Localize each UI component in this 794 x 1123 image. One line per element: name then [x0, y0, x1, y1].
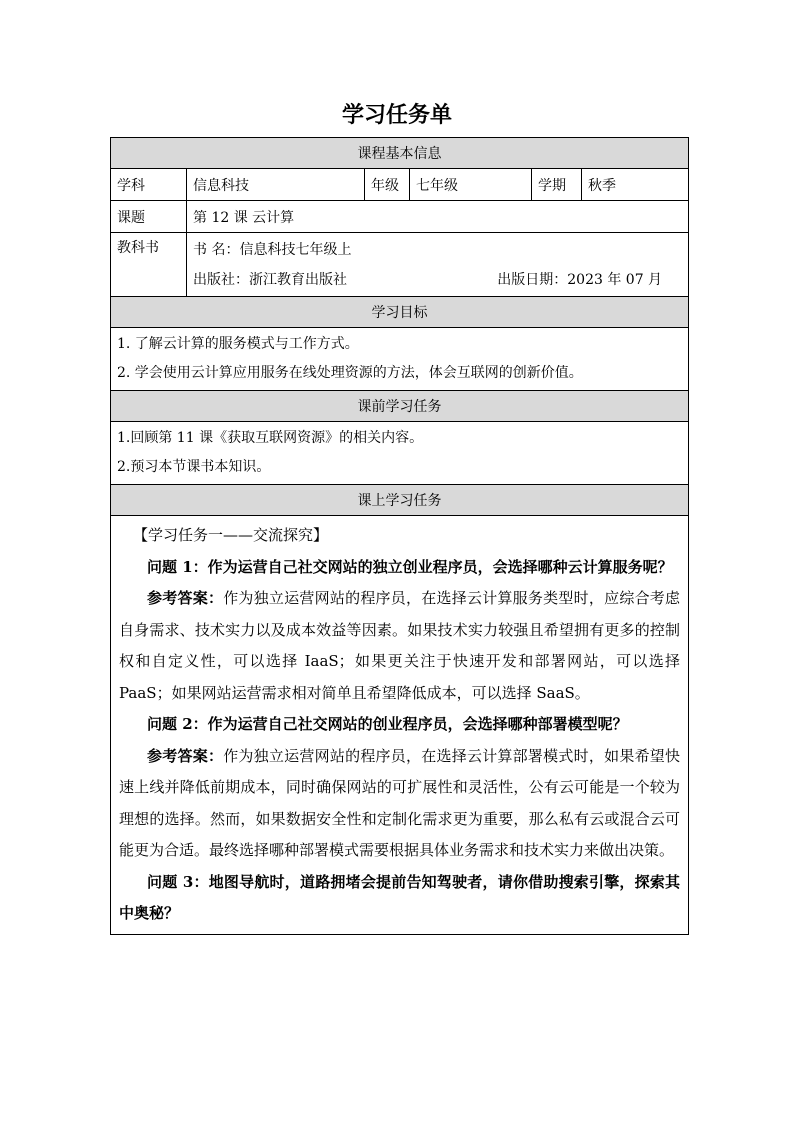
publication-date: 出版日期：2023 年 07 月 — [497, 271, 663, 288]
pre-class-item: 1.回顾第 11 课《获取互联网资源》的相关内容。 — [117, 430, 424, 446]
lesson-row — [111, 201, 689, 233]
goals-row — [111, 328, 689, 391]
in-class-header: 课上学习任务 — [111, 485, 689, 516]
question-3-text: 问题 3：地图导航时，道路拥堵会提前告知驾驶者，请你借助搜索引擎，探索其中奥秘？ — [119, 872, 681, 922]
lesson-label: 课题 — [111, 201, 187, 233]
pre-class-item: 2.预习本节课书本知识。 — [117, 459, 271, 475]
goal-item: 1. 了解云计算的服务模式与工作方式。 — [117, 336, 359, 352]
term-label: 学期 — [532, 169, 582, 201]
answer-1-text: 作为独立运营网站的程序员，在选择云计算服务类型时，应综合考虑自身需求、技术实力以及成本效益等因素。如果技术实力较强且希望拥有更多的控制权和自定义性，可以选择 IaaS；如果更关注于快速开发和部署网站，可以选择 PaaS；如果网站运营需求相对简单且希望降低成本，可以选择 SaaS。 — [119, 589, 681, 702]
pre-class-content — [111, 422, 689, 485]
goals-header-row — [111, 297, 689, 328]
question-2-text: 问题 2：作为运营自己社交网站的创业程序员，会选择哪种部署模型呢？ — [147, 715, 628, 733]
lesson-value: 第 12 课 云计算 — [187, 201, 689, 233]
book-name: 书 名：信息科技七年级上 — [193, 241, 352, 258]
term-value: 秋季 — [582, 169, 689, 201]
pre-class-header: 课前学习任务 — [111, 391, 689, 422]
answer-2 — [119, 741, 680, 867]
subject-value: 信息科技 — [187, 169, 365, 201]
page-title: 学习任务单 — [341, 103, 452, 128]
grade-label: 年级 — [365, 169, 410, 201]
textbook-info — [187, 233, 689, 297]
answer-1 — [119, 583, 680, 709]
basic-info-header-row — [111, 138, 689, 169]
in-class-row — [111, 516, 689, 935]
subject-row — [111, 169, 689, 201]
goals-header: 学习目标 — [111, 297, 689, 328]
in-class-header-row — [111, 485, 689, 516]
answer-2-label: 参考答案： — [147, 746, 224, 765]
textbook-label: 教科书 — [111, 233, 187, 297]
question-1 — [119, 552, 680, 584]
subject-label: 学科 — [111, 169, 187, 201]
task-sheet-table — [110, 137, 689, 935]
question-3 — [119, 867, 680, 930]
pre-class-header-row — [111, 391, 689, 422]
answer-1-label: 参考答案： — [147, 589, 224, 607]
answer-2-text: 作为独立运营网站的程序员，在选择云计算部署模式时，如果希望快速上线并降低前期成本，同时确保网站的可扩展性和灵活性，公有云可能是一个较为理想的选择。然而，如果数据安全性和定制化需求更为重要，那么私有云或混合云可能更为合适。最终选择哪种部署模式需要根据具体业务需求和技术实力来做出决策。 — [119, 746, 681, 859]
task-title: 【学习任务一——交流探究】 — [133, 526, 329, 544]
goals-content — [111, 328, 689, 391]
textbook-row — [111, 233, 689, 297]
publisher-line — [193, 265, 682, 295]
grade-value: 七年级 — [410, 169, 532, 201]
basic-info-header: 课程基本信息 — [111, 138, 689, 169]
publisher: 出版社：浙江教育出版社 — [193, 271, 347, 288]
pre-class-row — [111, 422, 689, 485]
question-2 — [119, 709, 680, 741]
in-class-content — [111, 516, 689, 935]
goal-item: 2. 学会使用云计算应用服务在线处理资源的方法，体会互联网的创新价值。 — [117, 365, 583, 381]
question-1-text: 问题 1：作为运营自己社交网站的独立创业程序员，会选择哪种云计算服务呢？ — [147, 557, 673, 576]
